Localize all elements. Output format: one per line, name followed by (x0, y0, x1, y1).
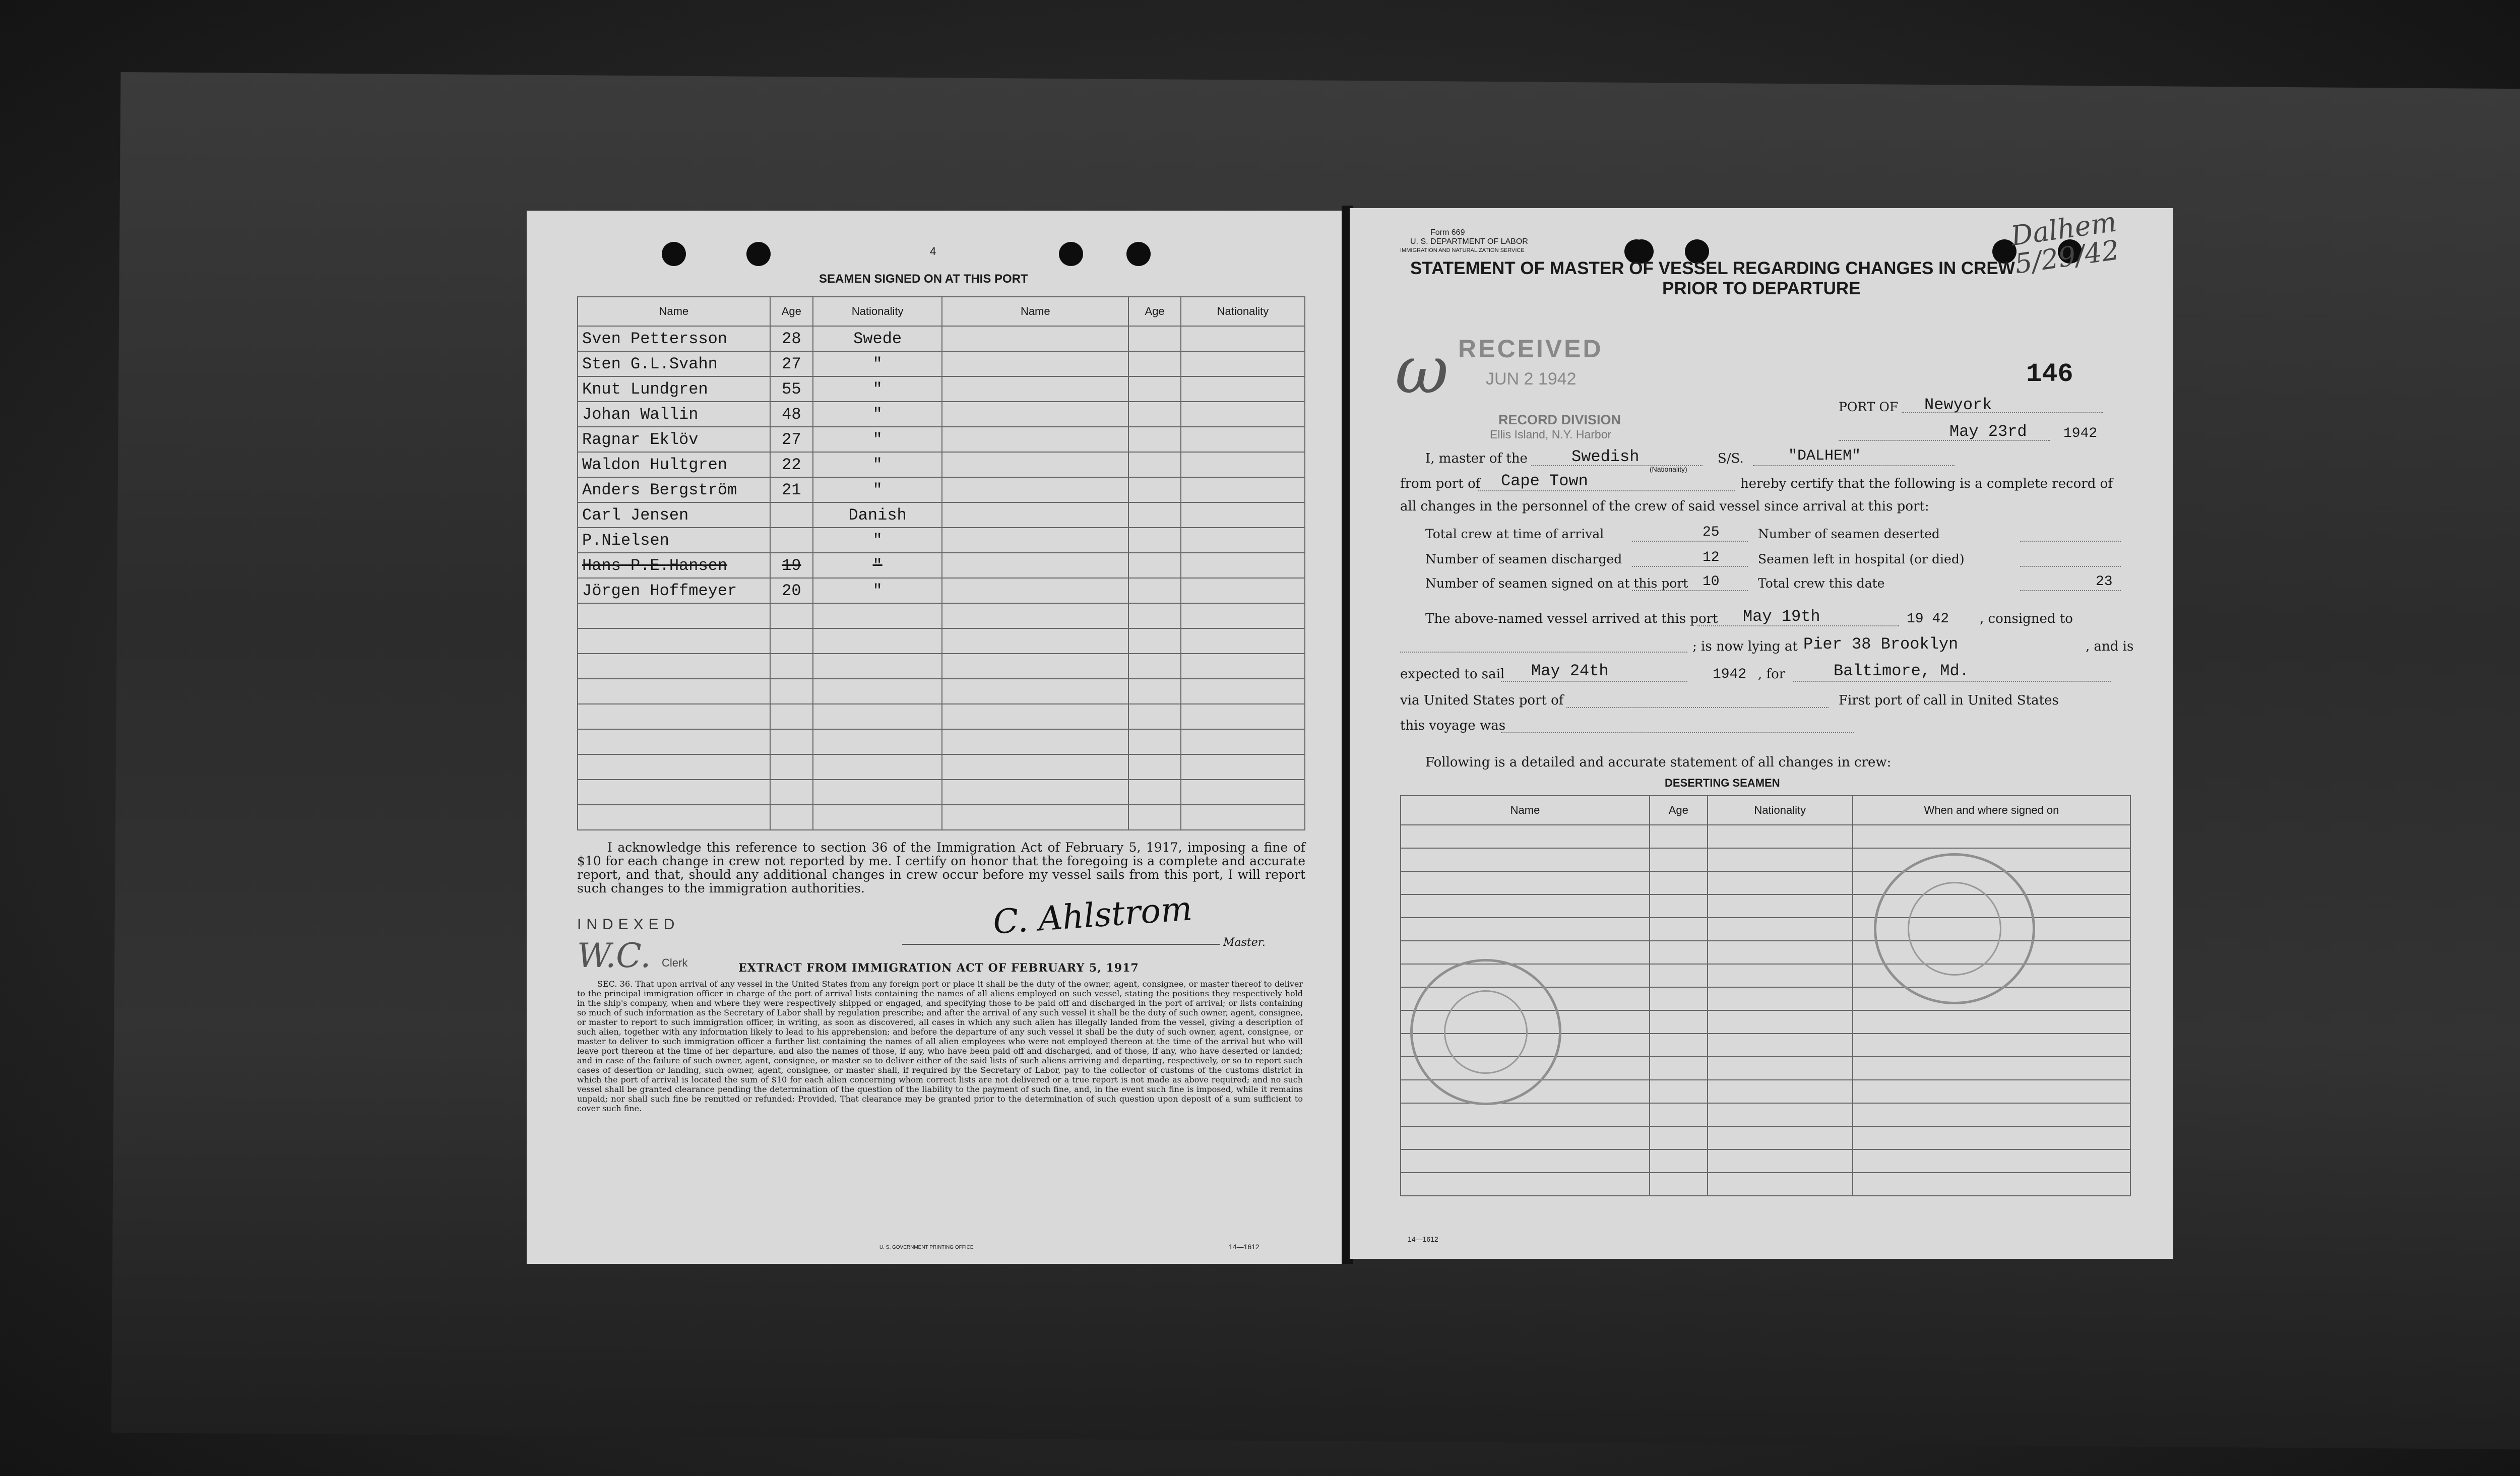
table-row (1401, 825, 2130, 848)
crew-name-cell: Hans P.E.Hansen (578, 553, 770, 578)
crew-name-cell: Ragnar Eklöv (578, 427, 770, 452)
empty-cell (1181, 704, 1305, 729)
empty-cell (1650, 964, 1708, 987)
empty-cell (942, 603, 1128, 628)
empty-cell (1650, 1010, 1708, 1034)
empty-cell (1128, 578, 1181, 603)
crew-name-cell (578, 679, 770, 704)
empty-cell (942, 452, 1128, 477)
empty-cell (942, 402, 1128, 427)
table-row (578, 780, 1305, 805)
section-title: SEAMEN SIGNED ON AT THIS PORT (819, 272, 1028, 286)
crew-age-cell: 20 (770, 578, 813, 603)
received-stamp: RECEIVED (1458, 335, 1603, 363)
crew-name-cell (578, 628, 770, 654)
desert-col-when-where: When and where signed on (1853, 796, 2130, 825)
empty-cell (1401, 918, 1650, 941)
empty-cell (1650, 825, 1708, 848)
crew-age-cell: 55 (770, 376, 813, 402)
form-number: Form 669 (1430, 228, 1465, 237)
empty-cell (1650, 1126, 1708, 1149)
empty-cell (1128, 805, 1181, 830)
empty-cell (1708, 871, 1853, 894)
empty-cell (1708, 1126, 1853, 1149)
empty-cell (1650, 894, 1708, 918)
crew-nationality-cell: " (813, 578, 942, 603)
count-label: Number of seamen signed on at this port (1425, 576, 1688, 591)
empty-cell (1853, 1173, 2130, 1196)
empty-cell (1181, 427, 1305, 452)
desert-col-age: Age (1650, 796, 1708, 825)
crew-name-cell (578, 654, 770, 679)
crew-name-cell (578, 603, 770, 628)
crew-nationality-cell: " (813, 528, 942, 553)
empty-cell (1128, 729, 1181, 754)
crew-nationality-cell (813, 754, 942, 780)
empty-cell (942, 502, 1128, 528)
crew-nationality-cell (813, 603, 942, 628)
count-value-2: 23 (2096, 574, 2113, 590)
master-label: Master. (1223, 936, 1266, 949)
form-code-footer: 14—1612 (1229, 1243, 1259, 1251)
following-text: Following is a detailed and accurate statement of all changes in crew: (1425, 755, 1892, 770)
right-page (1350, 208, 2173, 1259)
check-mark-handwriting: ω (1395, 332, 1449, 408)
table-row (578, 427, 1305, 452)
for-label: , for (1758, 667, 1786, 682)
table-row (578, 654, 1305, 679)
empty-cell (1181, 528, 1305, 553)
certify-text: hereby certify that the following is a complete record of (1740, 476, 2113, 491)
empty-cell (1650, 941, 1708, 964)
empty-cell (1181, 553, 1305, 578)
empty-cell (1128, 427, 1181, 452)
empty-cell (1128, 654, 1181, 679)
printer-footer: U. S. GOVERNMENT PRINTING OFFICE (879, 1245, 974, 1250)
empty-cell (1181, 502, 1305, 528)
empty-cell (1401, 1126, 1650, 1149)
crew-nationality-cell (813, 628, 942, 654)
col-age: Age (770, 297, 813, 326)
table-row (1401, 1103, 2130, 1126)
empty-cell (1128, 628, 1181, 654)
ship-name: "DALHEM" (1788, 447, 1861, 465)
crew-name-cell: Jörgen Hoffmeyer (578, 578, 770, 603)
table-row (578, 502, 1305, 528)
expected-value: May 24th (1531, 662, 1609, 680)
service-name: IMMIGRATION AND NATURALIZATION SERVICE (1400, 247, 1525, 253)
table-row (1401, 1149, 2130, 1173)
empty-cell (1650, 918, 1708, 941)
empty-cell (1853, 1057, 2130, 1080)
desert-col-nationality: Nationality (1708, 796, 1853, 825)
empty-cell (1128, 477, 1181, 502)
empty-cell (1708, 1010, 1853, 1034)
empty-cell (1181, 729, 1305, 754)
crew-age-cell (770, 502, 813, 528)
empty-cell (1650, 1103, 1708, 1126)
table-row (578, 679, 1305, 704)
indexed-stamp: INDEXED (577, 916, 680, 933)
table-row (578, 452, 1305, 477)
empty-cell (1708, 987, 1853, 1010)
empty-cell (1708, 1034, 1853, 1057)
crew-nationality-cell (813, 679, 942, 704)
crew-nationality-cell: " (813, 351, 942, 376)
empty-cell (1708, 918, 1853, 941)
empty-cell (942, 805, 1128, 830)
empty-cell (942, 477, 1128, 502)
count-label: Number of seamen discharged (1425, 552, 1622, 566)
nationality-value: Swedish (1571, 447, 1640, 466)
master-signature: C. Ahlstrom (991, 889, 1193, 942)
crew-name-cell: Johan Wallin (578, 402, 770, 427)
from-port-label: from port of (1400, 476, 1481, 491)
col-nationality-2: Nationality (1181, 297, 1305, 326)
table-row (1401, 848, 2130, 871)
empty-cell (1650, 1057, 1708, 1080)
empty-cell (1401, 1149, 1650, 1173)
empty-cell (1708, 1103, 1853, 1126)
empty-cell (942, 654, 1128, 679)
crew-age-cell (770, 628, 813, 654)
empty-cell (1181, 628, 1305, 654)
handwritten-corner-note: Dalhem 5/29/42 (2008, 206, 2121, 280)
col-name-2: Name (942, 297, 1128, 326)
crew-name-cell (578, 704, 770, 729)
table-row (578, 729, 1305, 754)
empty-cell (1128, 754, 1181, 780)
punch-hole (746, 242, 771, 266)
table-row (578, 528, 1305, 553)
empty-cell (1181, 351, 1305, 376)
table-row (578, 628, 1305, 654)
empty-cell (1128, 528, 1181, 553)
crew-age-cell: 48 (770, 402, 813, 427)
count-value: 25 (1703, 525, 1720, 540)
empty-cell (1128, 326, 1181, 351)
crew-age-cell: 27 (770, 427, 813, 452)
col-age-2: Age (1128, 297, 1181, 326)
certify-text-2: all changes in the personnel of the crew of said vessel since arrival at this port: (1400, 499, 1929, 514)
count-label-2: Seamen left in hospital (or died) (1758, 552, 1965, 566)
empty-cell (1853, 1126, 2130, 1149)
empty-cell (942, 754, 1128, 780)
empty-cell (1650, 1149, 1708, 1173)
official-seal-stamp (1410, 959, 1561, 1105)
seamen-signed-on-table (577, 296, 1305, 830)
empty-cell (1708, 1173, 1853, 1196)
count-label-2: Number of seamen deserted (1758, 527, 1940, 541)
empty-cell (1181, 805, 1305, 830)
empty-cell (942, 528, 1128, 553)
empty-cell (1128, 679, 1181, 704)
crew-nationality-cell: " (813, 376, 942, 402)
empty-cell (1650, 1080, 1708, 1103)
port-label: PORT OF (1839, 400, 1899, 414)
expected-year: 1942 (1713, 667, 1747, 682)
crew-name-cell (578, 780, 770, 805)
official-seal-stamp (1874, 853, 2035, 1004)
empty-cell (1650, 1034, 1708, 1057)
clerk-initials: W.C. (577, 936, 651, 975)
empty-cell (1708, 1057, 1853, 1080)
extract-title: EXTRACT FROM IMMIGRATION ACT OF FEBRUARY 5, 1917 (738, 961, 1139, 975)
empty-cell (1708, 1080, 1853, 1103)
crew-age-cell (770, 654, 813, 679)
master-of-label: I, master of the (1425, 451, 1528, 466)
table-row (578, 402, 1305, 427)
crew-nationality-cell (813, 805, 942, 830)
stamp-location: Ellis Island, N.Y. Harbor (1490, 428, 1612, 441)
received-date: JUN 2 1942 (1486, 369, 1577, 389)
crew-name-cell: Knut Lundgren (578, 376, 770, 402)
empty-cell (942, 351, 1128, 376)
empty-cell (1181, 477, 1305, 502)
empty-cell (942, 376, 1128, 402)
count-value: 10 (1703, 574, 1720, 590)
crew-nationality-cell: Swede (813, 326, 942, 351)
crew-nationality-cell: " (813, 477, 942, 502)
first-port-label: First port of call in United States (1839, 693, 2059, 708)
empty-cell (1708, 1149, 1853, 1173)
empty-cell (1650, 987, 1708, 1010)
crew-age-cell (770, 704, 813, 729)
empty-cell (1181, 326, 1305, 351)
empty-cell (1128, 376, 1181, 402)
table-row (578, 754, 1305, 780)
empty-cell (1853, 1149, 2130, 1173)
empty-cell (1401, 825, 1650, 848)
crew-age-cell (770, 679, 813, 704)
empty-cell (1128, 553, 1181, 578)
consigned-label: , consigned to (1980, 611, 2073, 626)
via-label: via United States port of (1400, 693, 1564, 708)
crew-nationality-cell: " (813, 553, 942, 578)
empty-cell (942, 427, 1128, 452)
table-row (578, 351, 1305, 376)
table-row (578, 326, 1305, 351)
empty-cell (1853, 1010, 2130, 1034)
crew-age-cell (770, 729, 813, 754)
table-row (578, 603, 1305, 628)
count-label-2: Total crew this date (1758, 576, 1885, 591)
form-title-line1: STATEMENT OF MASTER OF VESSEL REGARDING CHANGES IN CREW (1410, 259, 2015, 278)
punch-hole (662, 242, 686, 266)
form-code-footer: 14—1612 (1408, 1235, 1438, 1243)
left-page (527, 211, 1346, 1264)
clerk-label: Clerk (662, 956, 688, 969)
year-value: 1942 (2063, 426, 2098, 441)
crew-nationality-cell (813, 704, 942, 729)
count-label: Total crew at time of arrival (1425, 527, 1604, 541)
form-title-line2: PRIOR TO DEPARTURE (1662, 279, 1861, 298)
voyage-label: this voyage was (1400, 718, 1506, 733)
col-nationality: Nationality (813, 297, 942, 326)
crew-age-cell: 19 (770, 553, 813, 578)
empty-cell (1708, 825, 1853, 848)
empty-cell (1181, 679, 1305, 704)
crew-age-cell: 21 (770, 477, 813, 502)
record-number: 146 (2026, 359, 2073, 389)
crew-nationality-cell: " (813, 402, 942, 427)
empty-cell (1181, 780, 1305, 805)
empty-cell (1650, 848, 1708, 871)
table-row (578, 553, 1305, 578)
lying-value: Pier 38 Brooklyn (1803, 635, 1959, 654)
arrived-year: 19 42 (1907, 611, 1949, 627)
empty-cell (1853, 1080, 2130, 1103)
crew-age-cell: 27 (770, 351, 813, 376)
empty-cell (942, 326, 1128, 351)
crew-name-cell: Anders Bergström (578, 477, 770, 502)
empty-cell (942, 679, 1128, 704)
empty-cell (1128, 603, 1181, 628)
empty-cell (1708, 894, 1853, 918)
empty-cell (1181, 452, 1305, 477)
empty-cell (1181, 654, 1305, 679)
empty-cell (1128, 704, 1181, 729)
from-port-value: Cape Town (1501, 472, 1588, 490)
crew-name-cell: Waldon Hultgren (578, 452, 770, 477)
empty-cell (1401, 894, 1650, 918)
punch-hole (1059, 242, 1083, 266)
crew-age-cell (770, 754, 813, 780)
empty-cell (942, 628, 1128, 654)
arrived-label: The above-named vessel arrived at this port (1425, 611, 1718, 626)
crew-age-cell (770, 528, 813, 553)
empty-cell (1181, 754, 1305, 780)
col-name: Name (578, 297, 770, 326)
crew-age-cell: 28 (770, 326, 813, 351)
empty-cell (1650, 871, 1708, 894)
crew-age-cell (770, 780, 813, 805)
crew-name-cell: Carl Jensen (578, 502, 770, 528)
empty-cell (1181, 603, 1305, 628)
empty-cell (1181, 578, 1305, 603)
crew-name-cell: Sten G.L.Svahn (578, 351, 770, 376)
empty-cell (1401, 871, 1650, 894)
empty-cell (1128, 452, 1181, 477)
crew-name-cell: Sven Pettersson (578, 326, 770, 351)
crew-age-cell: 22 (770, 452, 813, 477)
table-row (578, 376, 1305, 402)
crew-nationality-cell (813, 780, 942, 805)
nationality-label: (Nationality) (1650, 465, 1687, 473)
table-row (1401, 1126, 2130, 1149)
crew-nationality-cell: " (813, 427, 942, 452)
crew-nationality-cell (813, 729, 942, 754)
empty-cell (1853, 825, 2130, 848)
crew-nationality-cell: Danish (813, 502, 942, 528)
crew-name-cell (578, 754, 770, 780)
empty-cell (1128, 402, 1181, 427)
empty-cell (942, 729, 1128, 754)
crew-name-cell: P.Nielsen (578, 528, 770, 553)
port-value: Newyork (1924, 396, 1992, 414)
empty-cell (1128, 502, 1181, 528)
table-row (578, 578, 1305, 603)
lying-label: ; is now lying at (1692, 639, 1798, 654)
crew-age-cell (770, 603, 813, 628)
desert-col-name: Name (1401, 796, 1650, 825)
table-row (578, 805, 1305, 830)
empty-cell (1853, 1034, 2130, 1057)
page-number: 4 (930, 245, 936, 258)
empty-cell (1128, 780, 1181, 805)
crew-nationality-cell (813, 654, 942, 679)
empty-cell (1401, 1173, 1650, 1196)
signature-line (902, 944, 1220, 945)
empty-cell (1401, 1103, 1650, 1126)
empty-cell (1708, 964, 1853, 987)
empty-cell (1708, 941, 1853, 964)
empty-cell (942, 553, 1128, 578)
expected-label: expected to sail (1400, 667, 1505, 682)
empty-cell (1128, 351, 1181, 376)
empty-cell (942, 780, 1128, 805)
section-36-text: SEC. 36. That upon arrival of any vessel in the United States from any foreign port or place it shall be the duty of the owner, agent, consignee, or master thereof to deliver to the principal immigration officer in charge of the port of arrival lists containing the names of all aliens employed on such vessel, stating the positions they respectively hold in the ship's company, when and where they were respectively shipped or engaged, and specifying those to be paid off and discharged in the port of arrival; or lists containing so much of such information as the Secretary of Labor shall by regulation prescribe; and after the arrival of any such vessel it shall be the duty of such owner, agent, consignee, or master to report to such immigration officer, in writing, as soon as discovered, all cases in which any such alien has illegally landed from the vessel, giving a description of such alien, together with any information likely to lead to his apprehension; and before the departure of any such vessel it shall be the duty of such owner, agent, consignee, or master to deliver to such immigration officer a further list containing the names of all alien employees who were not employed thereon at the time of the arrival but who will leave port thereon at the time of her departure, and also the names of those, if any, who have been paid off and discharged, and of those, if any, who have deserted or landed; and in case of the failure of such owner, agent, consignee, or master so to deliver either of the said lists of such aliens arriving and departing, respectively, or so to report such cases of desertion or landing, such owner, agent, consignee, or master shall, if required by the Secretary of Labor, pay to the collector of customs of the customs district in which the port of arrival is located the sum of $10 for each alien concerning whom correct lists are not delivered or a true report is not made as above required; and no such vessel shall be granted clearance pending the determination of the question of the liability to the payment of such fine, and, in the event such fine is imposed, while it remains unpaid; nor shall such fine be remitted or refunded: Provided, That clearance may be granted prior to the determination of such question upon deposit of a sum sufficient to cover such fine. (577, 979, 1303, 1113)
punch-hole (1126, 242, 1151, 266)
empty-cell (1401, 941, 1650, 964)
empty-cell (1181, 402, 1305, 427)
count-value: 12 (1703, 550, 1720, 565)
acknowledge-text: I acknowledge this reference to section 36 of the Immigration Act of February 5, 1917, imposing a fine of $10 for each change in crew not reported by me. I certify on honor that the foregoing is a complete and accurate report, and that, should any additional changes in crew occur before my vessel sails from this port, I will report such changes to the immigration authorities. (577, 840, 1305, 895)
empty-cell (1181, 376, 1305, 402)
date-value: May 23rd (1949, 422, 2027, 441)
crew-name-cell (578, 805, 770, 830)
ss-label: S/S. (1718, 451, 1744, 466)
empty-cell (942, 704, 1128, 729)
table-row (1401, 1173, 2130, 1196)
department-name: U. S. DEPARTMENT OF LABOR (1410, 237, 1528, 246)
crew-age-cell (770, 805, 813, 830)
and-is-label: , and is (2086, 639, 2134, 654)
table-row (578, 477, 1305, 502)
empty-cell (1401, 848, 1650, 871)
empty-cell (1708, 848, 1853, 871)
empty-cell (1853, 1103, 2130, 1126)
deserting-title: DESERTING SEAMEN (1665, 777, 1780, 789)
empty-cell (942, 578, 1128, 603)
empty-cell (1650, 1173, 1708, 1196)
record-division: RECORD DIVISION (1498, 412, 1621, 427)
table-row (578, 704, 1305, 729)
crew-nationality-cell: " (813, 452, 942, 477)
for-value: Baltimore, Md. (1834, 662, 1969, 680)
crew-name-cell (578, 729, 770, 754)
arrived-value: May 19th (1743, 607, 1820, 626)
